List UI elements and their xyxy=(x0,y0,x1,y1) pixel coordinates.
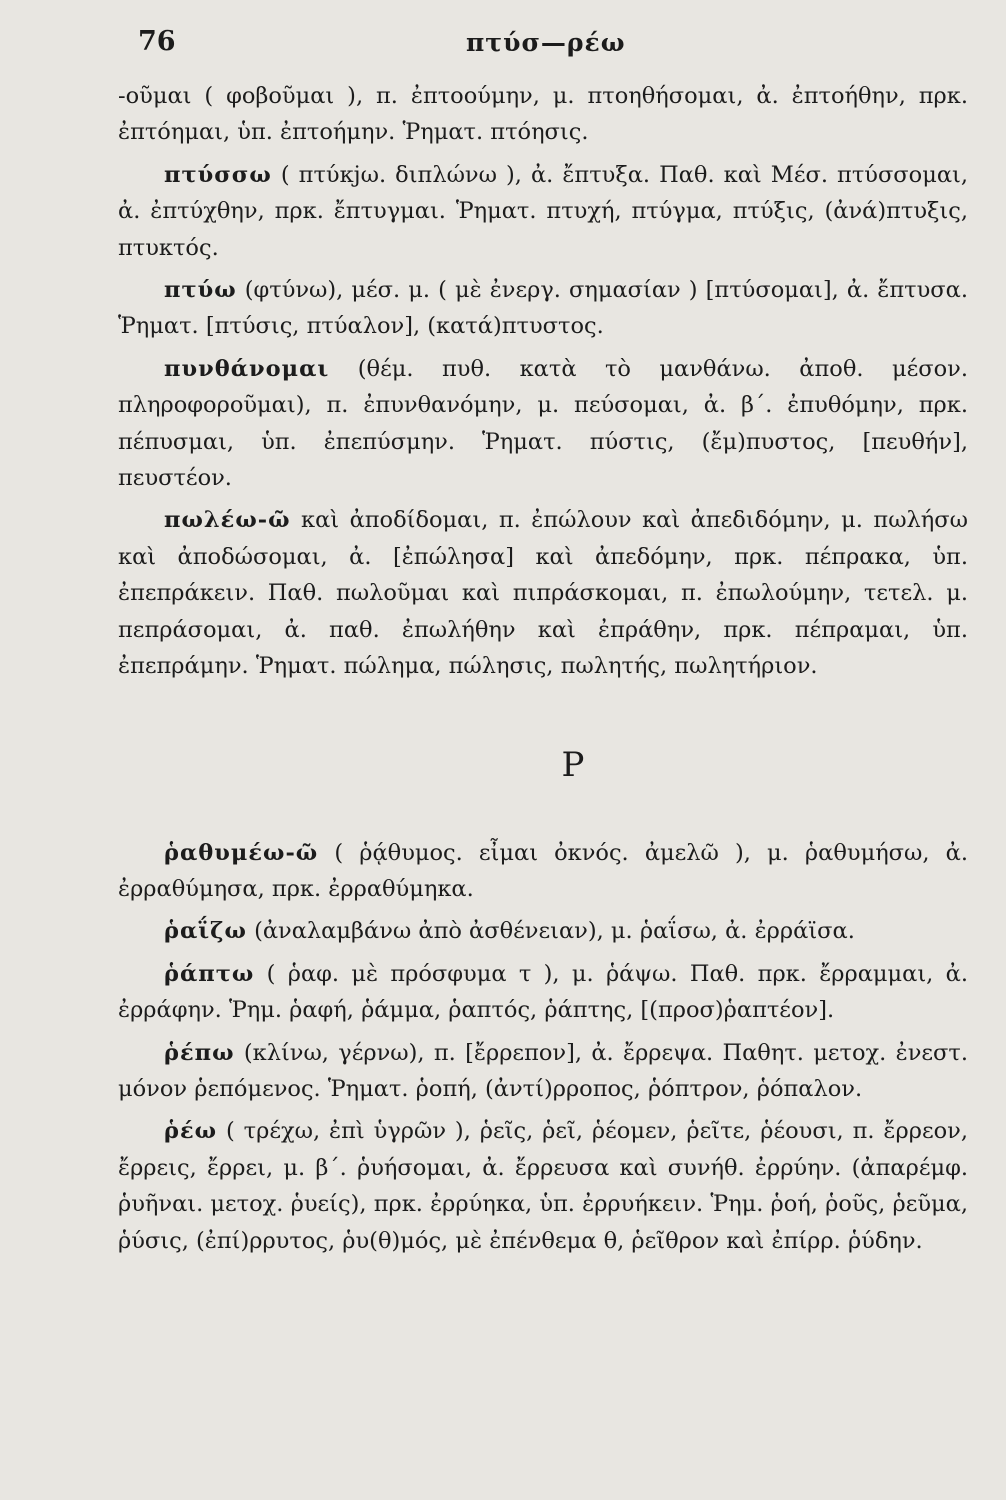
page-header xyxy=(138,26,966,66)
entry-headword: ῥαΐζω xyxy=(164,918,247,945)
entry-raizo xyxy=(118,913,968,949)
entry-text: ( ῥᾴθυμος. εἶμαι ὀκνός. ἀμελῶ ), μ. ῥαθυμήσω, ἀ. ἐρραθύμησα, πρκ. ἐρραθύμηκα. xyxy=(118,839,968,902)
entry-headword: ῥέπω xyxy=(164,1039,235,1066)
entry-text: (φτύνω), μέσ. μ. ( μὲ ἐνεργ. σημασίαν ) [πτύσομαι], ἀ. ἔπτυσα. Ῥηματ. [πτύσις, πτύαλον], (κατά)πτυστος. xyxy=(118,277,968,340)
entry-poleo xyxy=(118,502,968,684)
entry-ptyo xyxy=(118,272,968,345)
running-head: πτύσ—ρέω xyxy=(466,28,626,57)
entry-reo xyxy=(118,1113,968,1259)
entry-text: (θέμ. πυθ. κατὰ τὸ μανθάνω. ἀποθ. μέσον. πληροφοροῦμαι), π. ἐπυνθανόμην, μ. πεύσομαι, ἀ. β΄. ἐπυθόμην, πρκ. πέπυσμαι, ὑπ. ἐπεπύσμην. Ῥηματ. πύστις, (ἔμ)πυστος, [πευθήν], πευστέον. xyxy=(118,355,968,492)
entry-headword: ῥέω xyxy=(164,1118,218,1145)
entry-rathymeo xyxy=(118,835,968,908)
entry-continuation xyxy=(118,78,968,151)
entry-text: καὶ ἀποδίδομαι, π. ἐπώλουν καὶ ἀπεδιδόμην, μ. πωλήσω καὶ ἀποδώσομαι, ἀ. [ἐπώλησα] καὶ ἀπεδόμην, πρκ. πέπρακα, ὑπ. ἐπεπράκειν. Παθ. πωλοῦμαι καὶ πιπράσκομαι, π. ἐπωλούμην, τετελ. μ. πεπράσομαι, ἀ. παθ. ἐπωλήθην καὶ ἐπράθην, πρκ. πέπραμαι, ὑπ. ἐπεπράμην. Ῥηματ. πώλημα, πώλησις, πωλητής, πωλητήριον. xyxy=(118,507,968,680)
entry-text: (ἀναλαμβάνω ἀπὸ ἀσθένειαν), μ. ῥαΐσω, ἀ. ἐρράϊσα. xyxy=(246,918,855,945)
entry-headword: πωλέω-ῶ xyxy=(164,507,291,534)
entry-text: (κλίνω, γέρνω), π. [ἔρρεπον], ἀ. ἔρρεψα. Παθητ. μετοχ. ἐνεστ. μόνον ῥεπόμενος. Ῥηματ. ῥοπή, (ἀντί)ρροπος, ῥόπτρον, ῥόπαλον. xyxy=(118,1039,968,1102)
entry-ptysso xyxy=(118,157,968,266)
entry-headword: πτύσσω xyxy=(164,161,272,188)
entry-headword: ῥάπτω xyxy=(164,960,255,987)
entry-text: ( ῥαφ. μὲ πρόσφυμα τ ), μ. ῥάψω. Παθ. πρκ. ἔρραμμαι, ἀ. ἐρράφην. Ῥημ. ῥαφή, ῥάμμα, ῥαπτός, ῥάπτης, [(προσ)ῥαπτέον]. xyxy=(118,960,968,1024)
entry-headword: πυνθάνομαι xyxy=(164,355,330,382)
entry-text: ( πτύκjω. διπλώνω ), ἀ. ἔπτυξα. Παθ. καὶ Μέσ. πτύσσομαι, ἀ. ἐπτύχθην, πρκ. ἔπτυγμαι. Ῥηματ. πτυχή, πτύγμα, πτύξις, (ἀνά)πτυξις, πτυκτός. xyxy=(118,161,968,261)
entry-pynthanomai xyxy=(118,351,968,497)
entry-rapto xyxy=(118,956,968,1029)
page-number: 76 xyxy=(138,26,176,57)
entry-text: ( τρέχω, ἐπὶ ὑγρῶν ), ῥεῖς, ῥεῖ, ῥέομεν, ῥεῖτε, ῥέουσι, π. ἔρρεον, ἔρρεις, ἔρρει, μ. β΄. ῥυήσομαι, ἀ. ἔρρευσα καὶ συνήθ. ἐρρύην. (ἀπαρέμφ. ῥυῆναι. μετοχ. ῥυείς), πρκ. ἐρρύηκα, ὑπ. ἐρρυήκειν. Ῥημ. ῥοή, ῥοῦς, ῥεῦμα, ῥύσις, (ἐπί)ρρυτος, ῥυ(θ)μός, μὲ ἐπένθεμα θ, ῥεῖθρον καὶ ἐπίρρ. ῥύδην. xyxy=(118,1118,968,1254)
page-body xyxy=(118,78,968,1265)
entry-text: -οῦμαι ( φοβοῦμαι ), π. ἐπτοούμην, μ. πτοηθήσομαι, ἀ. ἐπτοήθην, πρκ. ἐπτόημαι, ὑπ. ἐπτοήμην. Ῥηματ. πτόησις. xyxy=(118,83,968,146)
entry-repo xyxy=(118,1035,968,1108)
entry-headword: πτύω xyxy=(164,277,237,304)
section-letter: Ρ xyxy=(561,744,585,785)
entry-headword: ῥαθυμέω-ῶ xyxy=(164,839,319,866)
